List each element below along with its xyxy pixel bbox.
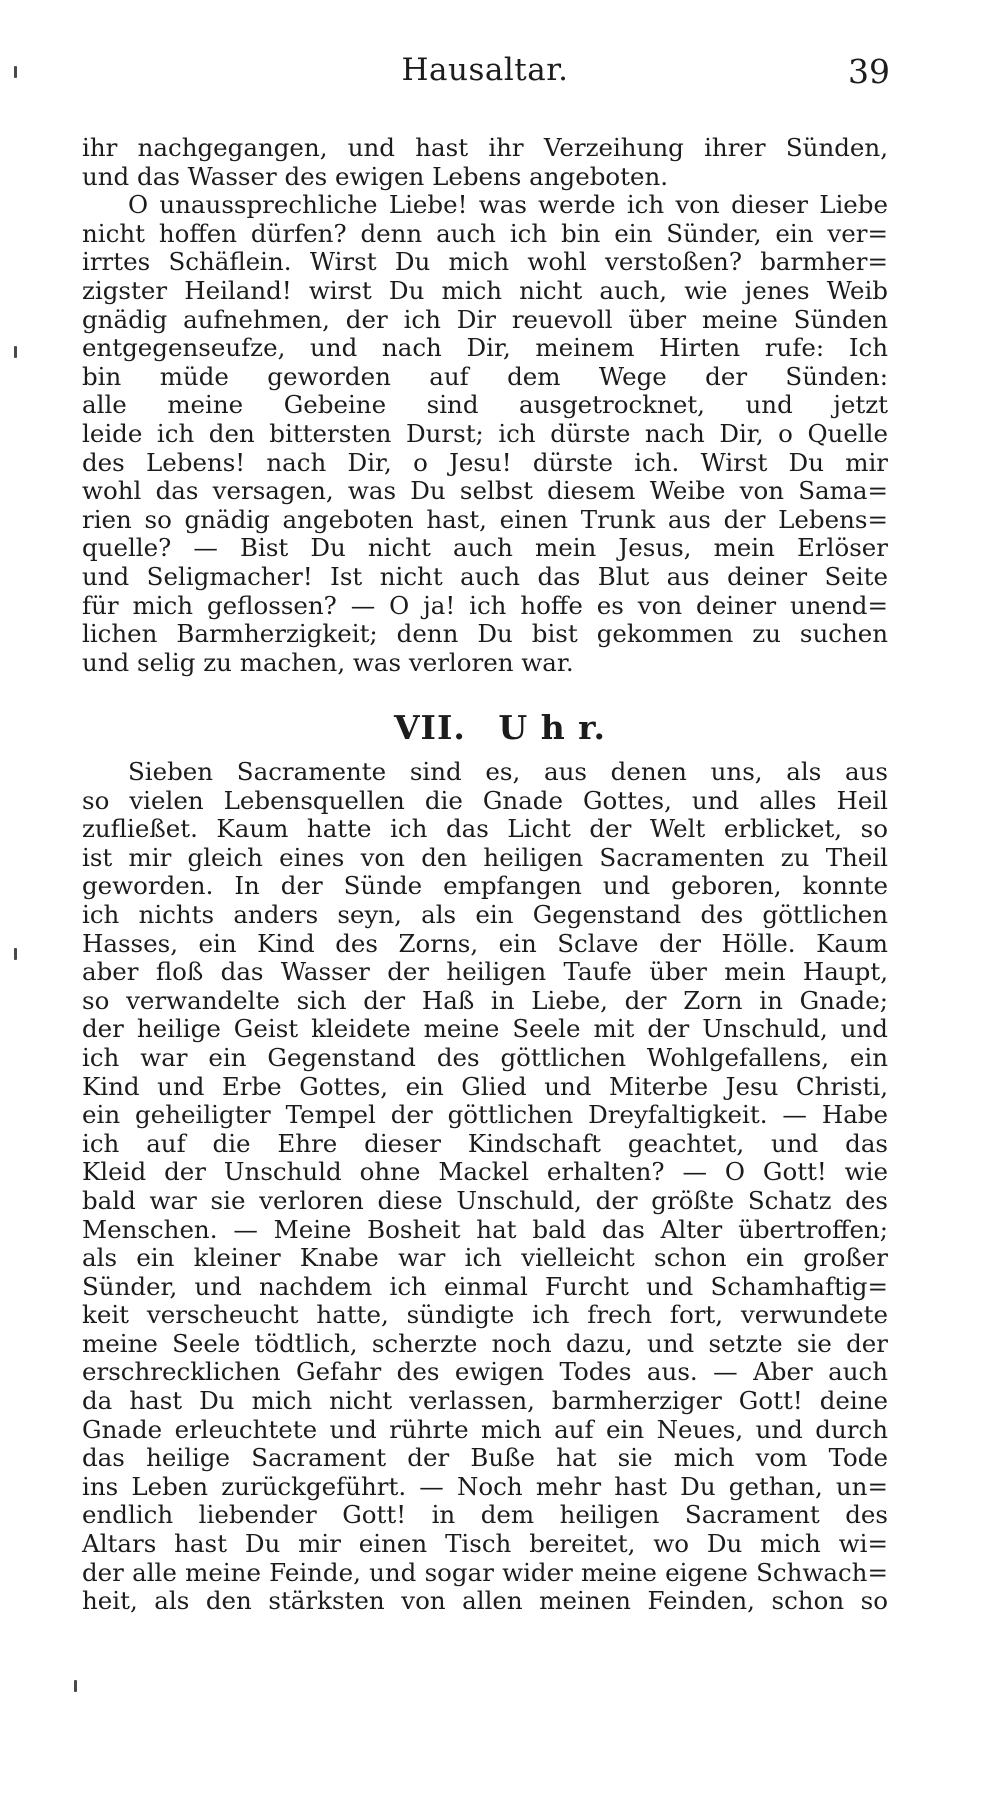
text-line: geworden. In der Sünde empfangen und geboren, konnte bbox=[82, 871, 888, 901]
text-line: ein geheiligter Tempel der göttlichen Dreyfaltigkeit. — Habe bbox=[82, 1100, 888, 1130]
text-line: Kleid der Unschuld ohne Mackel erhalten? — O Gott! wie bbox=[82, 1157, 888, 1187]
text-line: bald war sie verloren diese Unschuld, der größte Schatz des bbox=[82, 1185, 888, 1215]
text-line: entgegenseufze, und nach Dir, meinem Hirten rufe: Ich bbox=[82, 333, 888, 363]
text-line: und das Wasser des ewigen Lebens angeboten. bbox=[82, 161, 669, 191]
text-line: und selig zu machen, was verloren war. bbox=[82, 647, 574, 677]
text-line: rien so gnädig angeboten hast, einen Trunk aus der Lebens= bbox=[82, 504, 888, 534]
section-heading bbox=[0, 708, 1000, 747]
text-line: erschrecklichen Gefahr des ewigen Todes aus. — Aber auch bbox=[82, 1357, 888, 1387]
text-line: bin müde geworden auf dem Wege der Sünden: bbox=[82, 361, 888, 391]
text-line: ich nichts anders seyn, als ein Gegenstand des göttlichen bbox=[82, 899, 888, 929]
text-line: der alle meine Feinde, und sogar wider meine eigene Schwach= bbox=[82, 1557, 888, 1587]
text-line: irrtes Schäflein. Wirst Du mich wohl verstoßen? barmher= bbox=[82, 247, 888, 277]
section-numeral: VII. bbox=[393, 708, 466, 747]
text-line: und Seligmacher! Ist nicht auch das Blut aus deiner Seite bbox=[82, 561, 888, 591]
text-line: meine Seele tödtlich, scherzte noch dazu, und setzte sie der bbox=[82, 1328, 888, 1358]
margin-mark bbox=[14, 66, 17, 78]
text-line: des Lebens! nach Dir, o Jesu! dürste ich. Wirst Du mir bbox=[82, 447, 888, 477]
text-line: Gnade erleuchtete und rührte mich auf ein Neues, und durch bbox=[82, 1414, 888, 1444]
text-block-top bbox=[82, 134, 888, 677]
text-block-bottom bbox=[82, 758, 888, 1616]
section-title: U h r. bbox=[498, 708, 607, 747]
text-line: Sieben Sacramente sind es, aus denen uns, als aus bbox=[128, 757, 888, 786]
text-line: da hast Du mich nicht verlassen, barmherziger Gott! deine bbox=[82, 1386, 888, 1416]
text-line: leide ich den bittersten Durst; ich dürste nach Dir, o Quelle bbox=[82, 418, 888, 448]
text-line: als ein kleiner Knabe war ich vielleicht schon ein großer bbox=[82, 1243, 888, 1273]
text-line: der heilige Geist kleidete meine Seele mit der Unschuld, und bbox=[82, 1014, 888, 1044]
margin-mark bbox=[74, 1680, 77, 1692]
text-line: Sünder, und nachdem ich einmal Furcht und Schamhaftig= bbox=[82, 1271, 888, 1301]
margin-mark bbox=[14, 346, 17, 358]
text-line: das heilige Sacrament der Buße hat sie mich vom Tode bbox=[82, 1443, 888, 1473]
text-line: so verwandelte sich der Haß in Liebe, der Zorn in Gnade; bbox=[82, 985, 888, 1015]
text-line: heit, als den stärksten von allen meinen Feinden, schon so bbox=[82, 1586, 888, 1616]
text-line: ins Leben zurückgeführt. — Noch mehr hast Du gethan, un= bbox=[82, 1471, 888, 1501]
running-head bbox=[80, 52, 890, 96]
text-line: für mich geflossen? — O ja! ich hoffe es von deiner unend= bbox=[82, 590, 888, 620]
text-line: quelle? — Bist Du nicht auch mein Jesus, mein Erlöser bbox=[82, 533, 888, 563]
text-line: ihr nachgegangen, und hast ihr Verzeihung ihrer Sünden, bbox=[82, 133, 888, 162]
text-line: ist mir gleich eines von den heiligen Sacramenten zu Theil bbox=[82, 842, 888, 872]
text-line: Kind und Erbe Gottes, ein Glied und Miterbe Jesu Christi, bbox=[82, 1071, 888, 1101]
page-number: 39 bbox=[848, 52, 890, 91]
text-line: Altars hast Du mir einen Tisch bereitet, wo Du mich wi= bbox=[82, 1529, 888, 1559]
text-line: Hasses, ein Kind des Zorns, ein Sclave der Hölle. Kaum bbox=[82, 928, 888, 958]
text-line: zufließet. Kaum hatte ich das Licht der Welt erblicket, so bbox=[82, 814, 888, 844]
text-line: lichen Barmherzigkeit; denn Du bist gekommen zu suchen bbox=[82, 619, 888, 649]
text-line: nicht hoffen dürfen? denn auch ich bin ein Sünder, ein ver= bbox=[82, 218, 888, 248]
text-line: wohl das versagen, was Du selbst diesem Weibe von Sama= bbox=[82, 476, 888, 506]
text-line: alle meine Gebeine sind ausgetrocknet, und jetzt bbox=[82, 390, 888, 420]
text-line: ich auf die Ehre dieser Kindschaft geachtet, und das bbox=[82, 1128, 888, 1158]
text-line: Menschen. — Meine Bosheit hat bald das Alter übertroffen; bbox=[82, 1214, 888, 1244]
margin-mark bbox=[14, 948, 17, 960]
text-line: zigster Heiland! wirst Du mich nicht auch, wie jenes Weib bbox=[82, 275, 888, 305]
text-line: ich war ein Gegenstand des göttlichen Wohlgefallens, ein bbox=[82, 1042, 888, 1072]
text-line: endlich liebender Gott! in dem heiligen Sacrament des bbox=[82, 1500, 888, 1530]
text-line: so vielen Lebensquellen die Gnade Gottes, und alles Heil bbox=[82, 785, 888, 815]
text-line: gnädig aufnehmen, der ich Dir reuevoll über meine Sünden bbox=[82, 304, 888, 334]
text-line: aber floß das Wasser der heiligen Taufe über mein Haupt, bbox=[82, 957, 888, 987]
running-title: Hausaltar. bbox=[401, 52, 569, 88]
text-line: O unaussprechliche Liebe! was werde ich von dieser Liebe bbox=[128, 190, 888, 220]
text-line: keit verscheucht hatte, sündigte ich frech fort, verwundete bbox=[82, 1300, 888, 1330]
